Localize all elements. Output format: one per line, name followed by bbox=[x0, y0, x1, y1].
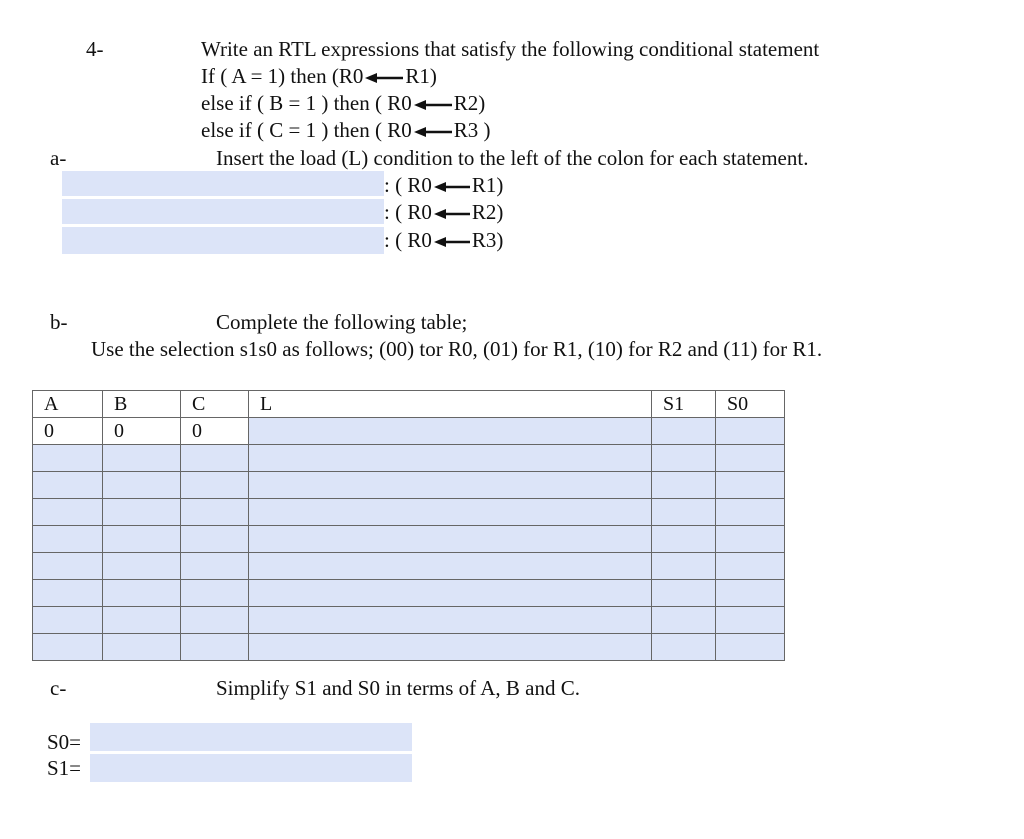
table-row bbox=[33, 472, 785, 499]
cell-a-input[interactable] bbox=[33, 499, 102, 525]
load-condition-r1-input[interactable] bbox=[62, 171, 384, 196]
cell-c-input[interactable] bbox=[181, 526, 248, 552]
cell-l[interactable] bbox=[249, 553, 652, 580]
part-a-instruction: Insert the load (L) condition to the left of the colon for each statement. bbox=[216, 146, 809, 170]
cell-s1[interactable] bbox=[652, 499, 716, 526]
cell-b-input[interactable] bbox=[103, 607, 180, 633]
condition-line-2 bbox=[201, 90, 485, 117]
cell-b-input[interactable] bbox=[103, 580, 180, 606]
cell-l-input[interactable] bbox=[249, 634, 651, 660]
cell-s0[interactable] bbox=[716, 607, 785, 634]
cell-s0[interactable] bbox=[716, 526, 785, 553]
table-row bbox=[33, 607, 785, 634]
cell-a-input[interactable] bbox=[33, 445, 102, 471]
cell-c[interactable] bbox=[181, 580, 249, 607]
left-arrow-icon bbox=[414, 126, 452, 138]
cell-c[interactable] bbox=[181, 607, 249, 634]
cell-b[interactable] bbox=[103, 445, 181, 472]
cell-l[interactable] bbox=[249, 580, 652, 607]
question-number: 4- bbox=[86, 37, 104, 61]
cell-s0-input[interactable] bbox=[716, 472, 784, 498]
cell-s0[interactable] bbox=[716, 499, 785, 526]
table-row bbox=[33, 553, 785, 580]
cell-l-input[interactable] bbox=[249, 472, 651, 498]
condition-3-text: else if ( C = 1 ) then ( R0 bbox=[201, 118, 412, 142]
cell-s1[interactable] bbox=[652, 634, 716, 661]
cell-c-input[interactable] bbox=[181, 472, 248, 498]
cell-c[interactable] bbox=[181, 553, 249, 580]
cell-s0-input[interactable] bbox=[716, 607, 784, 633]
cell-s0-input[interactable] bbox=[716, 553, 784, 579]
statement-r3 bbox=[384, 227, 503, 254]
cell-c[interactable] bbox=[181, 526, 249, 553]
cell-l-input[interactable] bbox=[249, 499, 651, 525]
cell-a-input[interactable] bbox=[33, 553, 102, 579]
cell-s0-input[interactable] bbox=[716, 580, 784, 606]
load-condition-r2-input[interactable] bbox=[62, 199, 384, 224]
cell-b-input[interactable] bbox=[103, 445, 180, 471]
statement-r2-prefix: : ( R0 bbox=[384, 200, 432, 224]
left-arrow-icon bbox=[434, 181, 470, 193]
cell-s1-input[interactable] bbox=[652, 553, 715, 579]
cell-a[interactable] bbox=[33, 445, 103, 472]
cell-s1[interactable] bbox=[652, 580, 716, 607]
table-row bbox=[33, 418, 785, 445]
cell-b-input[interactable] bbox=[103, 634, 180, 660]
left-arrow-icon bbox=[365, 72, 403, 84]
cell-a-input[interactable] bbox=[33, 634, 102, 660]
cell-c-input[interactable] bbox=[181, 607, 248, 633]
cell-s0-input[interactable] bbox=[716, 445, 784, 471]
cell-b: 0 bbox=[103, 418, 181, 445]
truth-table bbox=[32, 390, 785, 661]
left-arrow-icon bbox=[434, 236, 470, 248]
condition-line-3 bbox=[201, 117, 490, 144]
cell-a: 0 bbox=[33, 418, 103, 445]
statement-r1-prefix: : ( R0 bbox=[384, 173, 432, 197]
cell-c[interactable] bbox=[181, 634, 249, 661]
condition-2-source: R2) bbox=[453, 91, 486, 115]
cell-s1[interactable] bbox=[652, 418, 716, 445]
condition-1-text: If ( A = 1) then (R0 bbox=[201, 64, 364, 88]
cell-c[interactable] bbox=[181, 445, 249, 472]
cell-s1-input[interactable] bbox=[652, 580, 715, 606]
cell-a[interactable] bbox=[33, 553, 103, 580]
cell-s1[interactable] bbox=[652, 553, 716, 580]
header-c: C bbox=[181, 391, 249, 418]
header-b: B bbox=[103, 391, 181, 418]
cell-s1[interactable] bbox=[652, 472, 716, 499]
part-a-label: a- bbox=[50, 146, 67, 170]
table-header-row bbox=[33, 391, 785, 418]
cell-l[interactable] bbox=[249, 526, 652, 553]
table-row bbox=[33, 526, 785, 553]
cell-s1-input[interactable] bbox=[652, 607, 715, 633]
header-s1: S1 bbox=[652, 391, 716, 418]
cell-s0[interactable] bbox=[716, 445, 785, 472]
cell-a[interactable] bbox=[33, 580, 103, 607]
table-row bbox=[33, 445, 785, 472]
cell-s1[interactable] bbox=[652, 607, 716, 634]
s0-label: S0= bbox=[47, 730, 82, 754]
cell-s1[interactable] bbox=[652, 526, 716, 553]
cell-b-input[interactable] bbox=[103, 526, 180, 552]
cell-l[interactable] bbox=[249, 418, 652, 445]
cell-a[interactable] bbox=[33, 472, 103, 499]
cell-c-input[interactable] bbox=[181, 553, 248, 579]
load-condition-r3-input[interactable] bbox=[62, 227, 384, 254]
cell-b[interactable] bbox=[103, 553, 181, 580]
condition-3-source: R3 ) bbox=[453, 118, 491, 142]
header-l: L bbox=[249, 391, 652, 418]
cell-a[interactable] bbox=[33, 607, 103, 634]
cell-s0-input[interactable] bbox=[716, 634, 784, 660]
cell-c[interactable] bbox=[181, 472, 249, 499]
cell-l[interactable] bbox=[249, 634, 652, 661]
selection-note: Use the selection s1s0 as follows; (00) tor R0, (01) for R1, (10) for R2 and (11) for R1. bbox=[91, 337, 823, 361]
cell-s0[interactable] bbox=[716, 634, 785, 661]
cell-b[interactable] bbox=[103, 580, 181, 607]
cell-b-input[interactable] bbox=[103, 553, 180, 579]
cell-s0[interactable] bbox=[716, 553, 785, 580]
part-c-label: c- bbox=[50, 676, 67, 700]
cell-c-input[interactable] bbox=[181, 445, 248, 471]
part-b-instruction: Complete the following table; bbox=[216, 310, 468, 334]
table-row bbox=[33, 634, 785, 661]
left-arrow-icon bbox=[414, 99, 452, 111]
header-s0: S0 bbox=[716, 391, 785, 418]
left-arrow-icon bbox=[434, 208, 470, 220]
cell-a[interactable] bbox=[33, 499, 103, 526]
cell-s1-input[interactable] bbox=[652, 445, 715, 471]
part-c-instruction: Simplify S1 and S0 in terms of A, B and C. bbox=[216, 676, 581, 700]
table-row bbox=[33, 499, 785, 526]
condition-line-1 bbox=[201, 63, 437, 90]
cell-s1-input[interactable] bbox=[652, 472, 715, 498]
statement-r2-suffix: R2) bbox=[471, 200, 504, 224]
cell-b[interactable] bbox=[103, 607, 181, 634]
cell-b[interactable] bbox=[103, 499, 181, 526]
cell-a-input[interactable] bbox=[33, 526, 102, 552]
cell-s1-input[interactable] bbox=[652, 499, 715, 525]
cell-s0[interactable] bbox=[716, 580, 785, 607]
header-a: A bbox=[33, 391, 103, 418]
cell-l-input[interactable] bbox=[249, 445, 651, 471]
s0-expression-input[interactable] bbox=[90, 723, 412, 751]
cell-l-input[interactable] bbox=[249, 418, 651, 444]
cell-a[interactable] bbox=[33, 634, 103, 661]
cell-c: 0 bbox=[181, 418, 249, 445]
cell-b-input[interactable] bbox=[103, 499, 180, 525]
cell-s0[interactable] bbox=[716, 472, 785, 499]
statement-r1-suffix: R1) bbox=[471, 173, 504, 197]
cell-l-input[interactable] bbox=[249, 526, 651, 552]
cell-s0-input[interactable] bbox=[716, 526, 784, 552]
cell-s0-input[interactable] bbox=[716, 418, 784, 444]
cell-s0-input[interactable] bbox=[716, 499, 784, 525]
cell-s1[interactable] bbox=[652, 445, 716, 472]
s1-label: S1= bbox=[47, 756, 82, 780]
cell-l[interactable] bbox=[249, 445, 652, 472]
cell-a-input[interactable] bbox=[33, 472, 102, 498]
s1-expression-input[interactable] bbox=[90, 754, 412, 782]
cell-a-input[interactable] bbox=[33, 607, 102, 633]
cell-a-input[interactable] bbox=[33, 580, 102, 606]
cell-l[interactable] bbox=[249, 607, 652, 634]
cell-a[interactable] bbox=[33, 526, 103, 553]
cell-l[interactable] bbox=[249, 472, 652, 499]
cell-c-input[interactable] bbox=[181, 634, 248, 660]
question-title: Write an RTL expressions that satisfy the following conditional statement bbox=[201, 37, 820, 61]
cell-s0[interactable] bbox=[716, 418, 785, 445]
cell-c-input[interactable] bbox=[181, 580, 248, 606]
table-row bbox=[33, 580, 785, 607]
cell-b[interactable] bbox=[103, 634, 181, 661]
cell-l[interactable] bbox=[249, 499, 652, 526]
cell-b[interactable] bbox=[103, 472, 181, 499]
cell-c[interactable] bbox=[181, 499, 249, 526]
cell-c-input[interactable] bbox=[181, 499, 248, 525]
cell-s1-input[interactable] bbox=[652, 526, 715, 552]
statement-r3-prefix: : ( R0 bbox=[384, 228, 432, 252]
part-b-label: b- bbox=[50, 310, 68, 334]
statement-r3-suffix: R3) bbox=[471, 228, 504, 252]
cell-s1-input[interactable] bbox=[652, 634, 715, 660]
cell-l-input[interactable] bbox=[249, 580, 651, 606]
cell-b-input[interactable] bbox=[103, 472, 180, 498]
statement-r1 bbox=[384, 172, 503, 199]
cell-l-input[interactable] bbox=[249, 553, 651, 579]
condition-1-source: R1) bbox=[405, 64, 437, 88]
condition-2-text: else if ( B = 1 ) then ( R0 bbox=[201, 91, 412, 115]
cell-b[interactable] bbox=[103, 526, 181, 553]
cell-l-input[interactable] bbox=[249, 607, 651, 633]
statement-r2 bbox=[384, 199, 503, 226]
cell-s1-input[interactable] bbox=[652, 418, 715, 444]
